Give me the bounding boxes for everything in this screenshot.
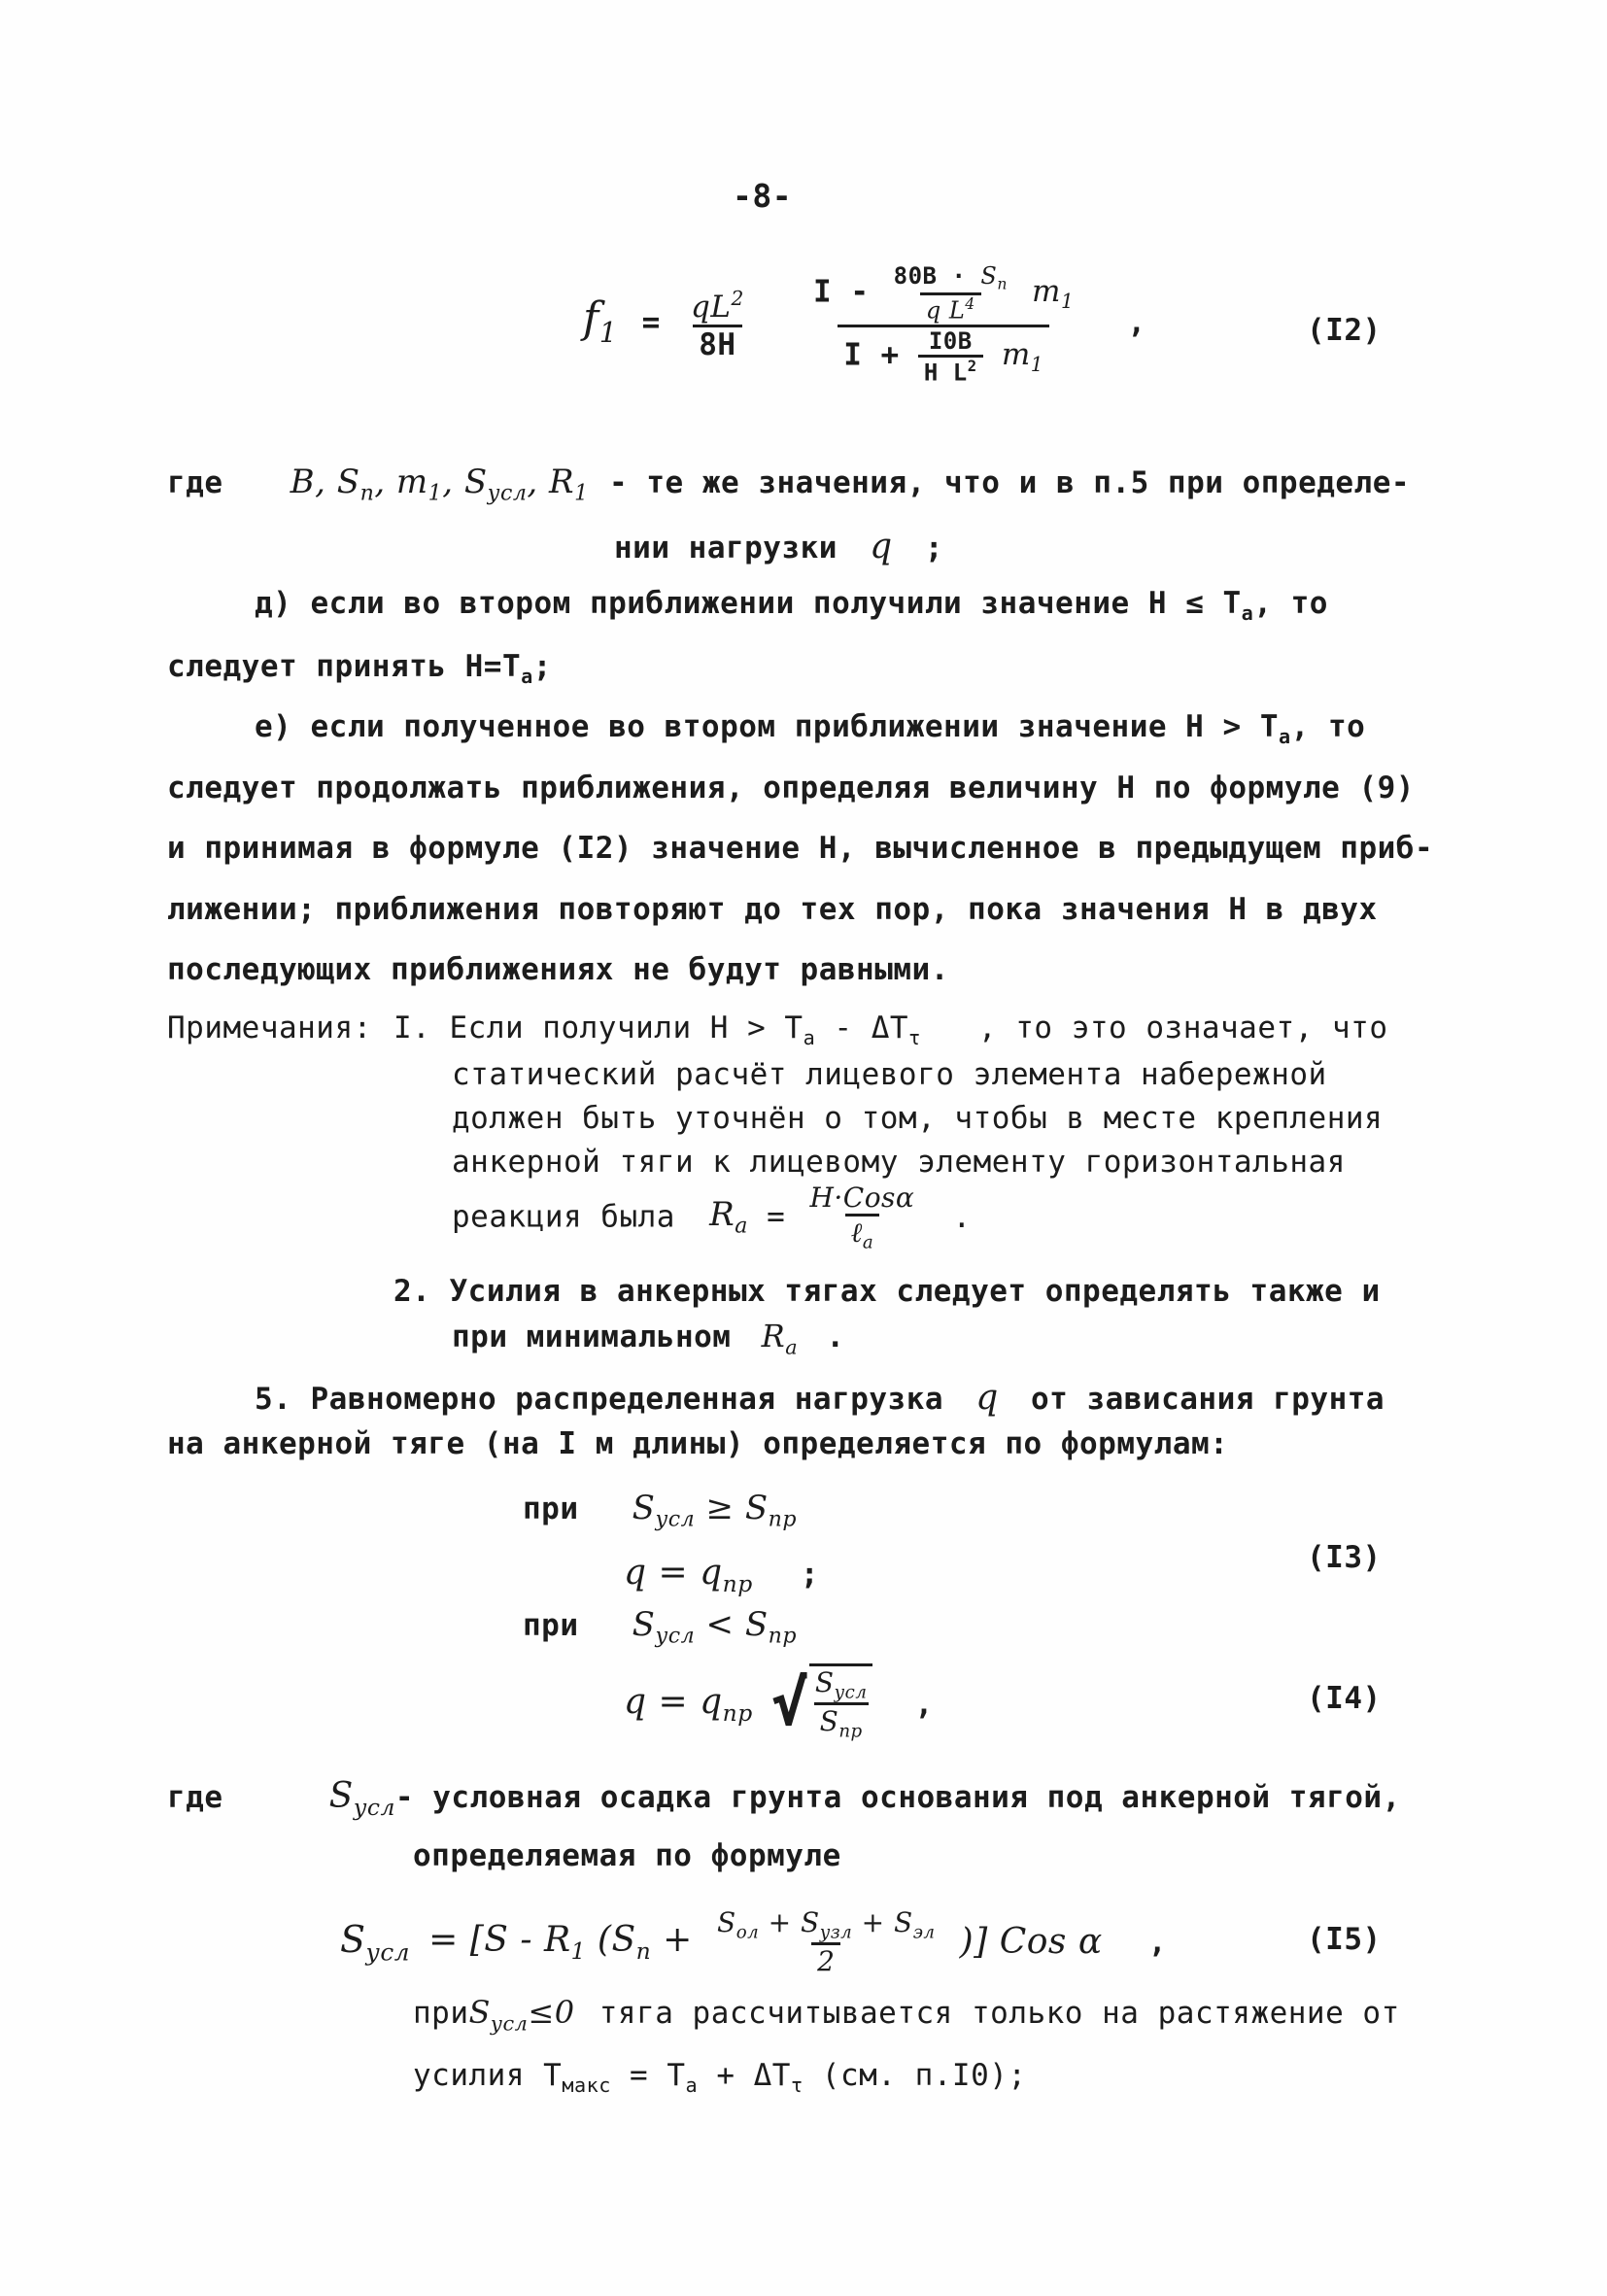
note1-num: H·Cosα — [809, 1182, 915, 1214]
eq12-inner-sn-sub: n — [997, 275, 1008, 293]
eq12-den-num: I0B — [928, 326, 973, 355]
gde1-cont-text: нии нагрузки — [614, 531, 838, 565]
last-1a: при — [413, 1996, 469, 2031]
p5-q: q — [975, 1378, 999, 1418]
eq15-plus: + — [663, 1919, 693, 1960]
p5-line2: на анкерной тяге (на I м длины) определяется по формулам: — [167, 1426, 1229, 1461]
item-e-line3: и принимая в формуле (I2) значение H, вычисленное в предыдущем приб- — [167, 831, 1434, 866]
item-d-1: д) если во втором приближении получили значение H ≤ T — [255, 586, 1242, 621]
eq14-rad-num: S — [814, 1666, 835, 1698]
eq12-num-q: q — [691, 289, 711, 325]
note2-dot: . — [826, 1319, 845, 1354]
gde1-symbols3: , S — [442, 463, 488, 501]
eq12-den: 8H — [693, 325, 741, 362]
equation-12: $f_1$ = $\frac{qL^2}{8H}$ I - $\frac{80B \cdot S_n}{q L^4}$ $m_1$ I + $\frac{I0B}{H L^2}$ $m_1$ , — [583, 262, 1146, 387]
eq13-cond: S — [632, 1489, 656, 1527]
gde1-cont — [614, 527, 943, 566]
eq14-cond-sub: усл — [655, 1623, 696, 1649]
gde1-symbols-sub: n — [359, 480, 375, 506]
note2-line2 — [452, 1318, 844, 1358]
gde2-cont: определяемая по формуле — [413, 1838, 841, 1873]
note1-line4: анкерной тяги к лицевому элементу горизонтальная — [452, 1145, 1346, 1180]
eq12-lhs: f — [583, 293, 599, 344]
eq14-rad-num-sub: усл — [834, 1682, 868, 1703]
eq12-den-m-sub: 1 — [1030, 353, 1044, 377]
gde1-symbols2-sub: 1 — [427, 480, 443, 506]
item-e-line4: лижении; приближения повторяют до тех пор, пока значения H в двух — [167, 892, 1378, 927]
note1-line1 — [393, 1011, 1388, 1049]
eq12-inner-den: q L — [925, 296, 966, 325]
note1-R: R — [709, 1195, 735, 1235]
eq14-cond-r: S — [744, 1605, 769, 1644]
last-2-sub: макс — [562, 2073, 611, 2098]
eq12-frac-main — [685, 287, 750, 362]
eq14-cond-op: < — [705, 1605, 735, 1644]
note1-R-sub: a — [735, 1214, 748, 1240]
note1-start: I. Если получили H > T — [393, 1011, 804, 1045]
eq12-den-den-exp: 2 — [967, 357, 977, 375]
note1-sub2: τ — [908, 1026, 921, 1050]
last-1-sym-sub: усл — [490, 2011, 529, 2036]
eq12-den-den: H L — [923, 359, 968, 387]
eq13-cond-op: ≥ — [705, 1489, 735, 1527]
eq12-den-plus: + — [880, 337, 900, 373]
eq12-num-exp: 2 — [731, 286, 744, 310]
eq12-frac-right: I - $\frac{80B \cdot S_n}{q L^4}$ $m_1$ I + $\frac{I0B}{H L^2}$ $m_1$ — [812, 262, 1075, 387]
eq15-frac-sub3: эл — [912, 1922, 936, 1943]
note2-2: при минимальном — [452, 1319, 732, 1354]
eq12-comma: , — [1127, 305, 1146, 341]
eq12-den-m: m — [1001, 337, 1031, 373]
gde2-label: где — [167, 1780, 223, 1815]
eq12-lhs-sub: 1 — [598, 316, 618, 350]
note1-eq: = — [767, 1199, 786, 1235]
item-e-line1 — [255, 709, 1365, 748]
note2-line1: 2. Усилия в анкерных тягах следует определять также и — [393, 1274, 1381, 1309]
last-1-op: ≤0 — [528, 1994, 575, 2031]
note2-R: R — [761, 1318, 786, 1354]
eq15-frac-num-sub: ол — [735, 1922, 760, 1943]
gde1-text: - те же значения, что и в п.5 при определе- — [609, 465, 1411, 500]
last-2-sub2: a — [685, 2073, 699, 2098]
eq13-expr: q = q — [624, 1553, 723, 1593]
item-d-2-sub: a — [521, 665, 533, 689]
note1-den: ℓ — [850, 1217, 863, 1249]
gde1-symbols4: , R — [527, 463, 575, 501]
item-e-1-end: , то — [1290, 709, 1366, 744]
eq12-num-L: L — [710, 289, 732, 325]
last-1-sym: S — [468, 1994, 491, 2031]
last-2: усилия T — [413, 2058, 563, 2093]
eq13-semicolon: ; — [800, 1557, 820, 1592]
p5-line1 — [255, 1378, 1385, 1418]
note1-line5 — [452, 1182, 972, 1252]
gde1-symbols3-sub: усл — [487, 480, 528, 506]
gde1-end: ; — [924, 531, 944, 565]
eq13-condition — [523, 1489, 797, 1532]
eq14-condition — [523, 1605, 797, 1649]
last-line2 — [413, 2058, 1027, 2097]
note1-5: реакция была — [452, 1199, 675, 1235]
eq15-frac-plus2: + S — [861, 1906, 913, 1938]
last-2-sub3: τ — [790, 2073, 804, 2098]
gde2-sym: S — [328, 1776, 354, 1816]
eq13-cond-r: S — [744, 1489, 769, 1527]
eq14-cond: S — [632, 1605, 656, 1644]
eq14-comma: , — [914, 1686, 934, 1722]
eq14-lhs: q = q — [624, 1681, 723, 1722]
eq12-den-one: I — [843, 337, 863, 373]
eq15-comma: , — [1147, 1924, 1167, 1960]
eq15-close: )] Cos α — [959, 1922, 1103, 1963]
eq13-pri: при — [523, 1491, 579, 1526]
gde1-symbols2: , m — [374, 463, 428, 501]
eq14-radicand — [809, 1663, 873, 1742]
item-e-line2: следует продолжать приближения, определяя величину H по формуле (9) — [167, 771, 1415, 805]
eq15-body-start: = [S - R — [428, 1919, 571, 1960]
eq15-paren-sub: п — [635, 1936, 652, 1965]
eq15-frac-sub2: узл — [819, 1922, 853, 1943]
note1-line3: должен быть уточнён о том, чтобы в месте крепления — [452, 1101, 1384, 1136]
gde1-q: q — [870, 527, 893, 566]
item-e-line5: последующих приближениях не будут равными. — [167, 952, 949, 987]
gde2-sym-sub: усл — [353, 1794, 395, 1822]
eq12-inner-m: m — [1032, 274, 1061, 310]
item-e-1-sub: a — [1279, 725, 1291, 749]
equation-15 — [340, 1906, 1167, 1977]
item-d-2-end: ; — [532, 649, 552, 684]
item-e-1: е) если полученное во втором приближении значение H > T — [255, 709, 1279, 744]
eq14-rad-den-sub: пр — [838, 1721, 863, 1742]
item-d-1-end: , то — [1253, 586, 1328, 621]
eq15-paren: (S — [597, 1919, 636, 1960]
eq15-frac-den: 2 — [811, 1942, 840, 1977]
gde1-symbols: B, S — [290, 463, 360, 501]
equation-12-number: (I2) — [1307, 313, 1382, 348]
note1-mid: - ΔT — [834, 1011, 909, 1045]
eq13-cond-r-sub: пр — [768, 1506, 798, 1532]
note1-line2: статический расчёт лицевого элемента набережной — [452, 1057, 1327, 1092]
equation-14-number: (I4) — [1307, 1681, 1382, 1716]
eq13-cond-sub: усл — [655, 1506, 696, 1532]
eq12-inner-sn: S — [980, 262, 998, 290]
eq12-inner-den-exp: 4 — [965, 295, 975, 314]
last-2-mid: = T — [630, 2058, 686, 2093]
eq15-r-sub: 1 — [570, 1936, 586, 1965]
page-number: -8- — [733, 177, 793, 215]
eq15-lhs: S — [340, 1917, 366, 1961]
gde1-symbols4-sub: 1 — [574, 480, 589, 506]
eq13-expression — [624, 1553, 819, 1597]
note1-den-sub: a — [862, 1232, 874, 1253]
item-d-2: следует принять H=T — [167, 649, 522, 684]
equation-15-number: (I5) — [1307, 1922, 1382, 1957]
eq14-pri: при — [523, 1608, 579, 1643]
eq12-inner-one: I — [812, 274, 833, 310]
sqrt-icon: √ — [770, 1667, 809, 1740]
eq12-inner-num: 80B — [893, 262, 938, 290]
p5-1: 5. Равномерно распределенная нагрузка — [255, 1382, 944, 1417]
eq14-cond-r-sub: пр — [768, 1623, 798, 1649]
gde1-line — [167, 463, 1410, 506]
eq12-inner-m-sub: 1 — [1060, 290, 1075, 314]
eq15-lhs-sub: усл — [365, 1937, 410, 1967]
note-label: Примечания: — [167, 1011, 372, 1045]
eq12-inner-minus: - — [850, 274, 870, 310]
gde2-text: - условная осадка грунта основания под анкерной тягой, — [394, 1780, 1401, 1815]
note1-frac — [804, 1182, 920, 1252]
equation-13-number: (I3) — [1307, 1540, 1382, 1575]
gde2-line — [167, 1776, 1401, 1821]
p5-1-end: от зависания грунта — [1030, 1382, 1385, 1417]
eq15-frac-num: S — [717, 1906, 736, 1938]
note1-sub: a — [803, 1026, 816, 1050]
note1-end: , то это означает, что — [977, 1011, 1388, 1045]
last-1b: тяга рассчитывается только на растяжение от — [598, 1996, 1400, 2031]
item-d-1-sub: a — [1241, 601, 1254, 626]
eq14-rad-den: S — [819, 1705, 839, 1738]
gde1-label: где — [167, 465, 223, 500]
eq13-expr-sub: пр — [722, 1570, 753, 1598]
item-d-line1 — [255, 586, 1328, 625]
note1-dot: . — [952, 1199, 972, 1235]
last-line1 — [413, 1994, 1400, 2035]
note2-R-sub: a — [785, 1335, 799, 1359]
eq14-lhs-sub: пр — [722, 1698, 753, 1727]
last-2-end: (см. п.I0); — [821, 2058, 1027, 2093]
eq15-frac-plus1: + S — [768, 1906, 820, 1938]
eq14-expression — [624, 1663, 934, 1742]
eq15-frac — [711, 1906, 940, 1977]
item-d-line2 — [167, 649, 552, 688]
last-2-mid2: + ΔT — [716, 2058, 791, 2093]
